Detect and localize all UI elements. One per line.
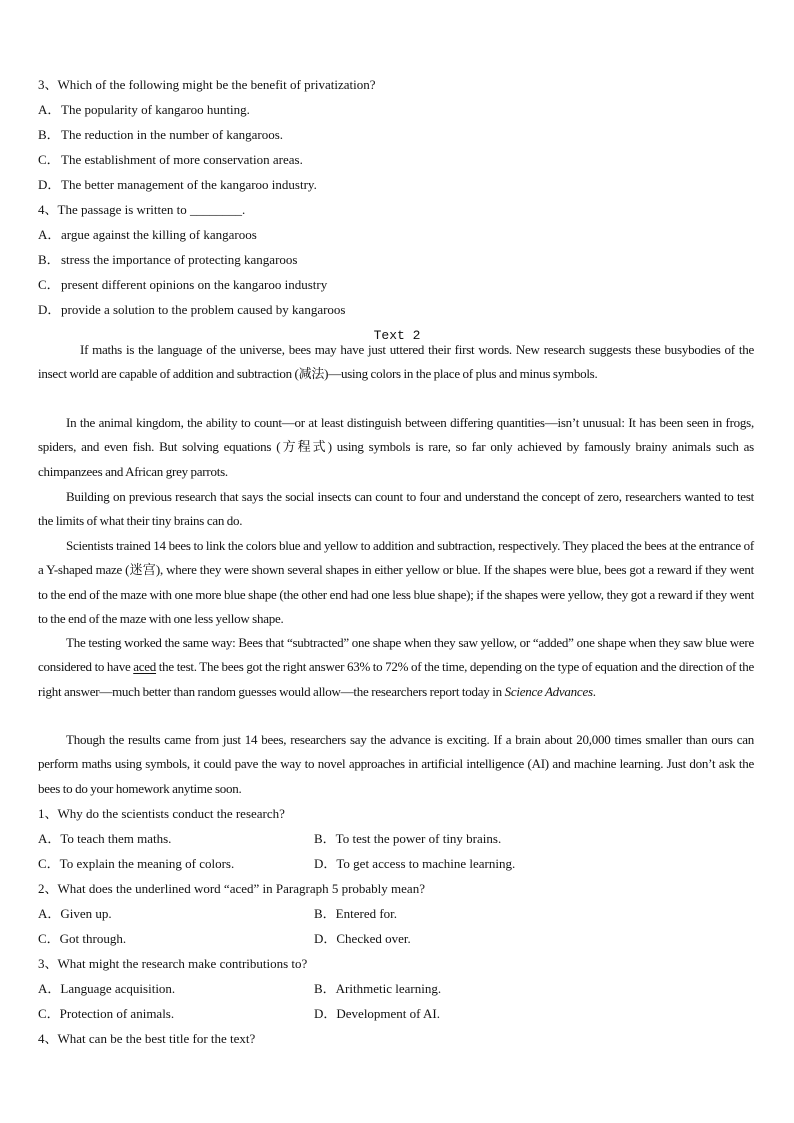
passage-paragraph-6: Though the results came from just 14 bees, researchers say the advance is exciting. If a brain about 20,000 times smaller than ours can perform maths using symbols, it could pave the way to novel approaches in artificial intelligence (AI) and machine learning. Just don’t ask the bees to do your homework anytime soon. [38, 732, 754, 796]
question-3-option-a [38, 102, 250, 118]
passage-paragraph-3: Building on previous research that says the social insects can count to four and understand the concept of zero, researchers wanted to test the limits of what their tiny brains can do. [38, 489, 754, 529]
option-c: C．Protection of animals. [38, 1006, 175, 1021]
option-text: The reduction in the number of kangaroos. [61, 127, 284, 142]
option-text: present different opinions on the kangaroo industry [61, 277, 328, 292]
option-b: B．To test the power of tiny brains. [314, 831, 502, 846]
option-text: stress the importance of protecting kangaroos [61, 252, 298, 267]
question-4-option-b [38, 252, 297, 268]
option-c: C．Got through. [38, 931, 127, 946]
text2-question-1-row-2 [38, 856, 516, 872]
paragraph-text: the test. The bees got the right answer 63% to 72% of the time, depending on the type of equation and the direction of the right answer—much better than random guesses would allow—the researchers report today in [38, 659, 754, 699]
option-letter: B． [38, 252, 60, 267]
question-4-option-d [38, 302, 346, 318]
option-text: The establishment of more conservation areas. [61, 152, 303, 167]
option-d: D．Development of AI. [314, 1006, 441, 1021]
text2-question-2-row-2 [38, 931, 411, 947]
option-a: A．Given up. [38, 906, 112, 921]
option-letter: C． [38, 152, 60, 167]
passage-paragraph-2: In the animal kingdom, the ability to count—or at least distinguish between differing quantities—isn’t unusual: It has been seen in frogs, spiders, and even fish. But solving equations (方程式) using symbols is rare, so far only achieved by famously brainy animals such as chimpanzees and African grey parrots. [38, 415, 754, 479]
question-3-option-b [38, 127, 283, 143]
option-d: D．To get access to machine learning. [314, 856, 516, 871]
text2-question-3-row-2 [38, 1006, 441, 1022]
passage-paragraph-4: Scientists trained 14 bees to link the colors blue and yellow to addition and subtraction, respectively. They placed the bees at the entrance of a Y-shaped maze (迷宫), where they were shown several shapes in either yellow or blue. If the shapes were blue, bees got a reward if they went to the end of the maze with one more blue shape (the other end had one less blue shape); if the shapes were yellow, they got a reward if they went to the end of the maze with one less yellow shape. [38, 538, 754, 627]
option-letter: D． [38, 302, 61, 317]
passage-paragraph-5 [38, 631, 754, 704]
paragraph-text: . [592, 683, 596, 699]
paragraph-text: The testing worked the same way: Bees that “subtracted” one shape when they saw yellow, or “added” one shape when they saw blue were considered to have [38, 635, 754, 675]
option-letter: C． [38, 277, 60, 292]
option-text: argue against the killing of kangaroos [61, 227, 257, 242]
question-4-option-c [38, 277, 327, 293]
option-text: The better management of the kangaroo industry. [61, 177, 317, 192]
option-c: C．To explain the meaning of colors. [38, 856, 235, 871]
option-text: provide a solution to the problem caused by kangaroos [61, 302, 346, 317]
text2-question-2-row-1 [38, 906, 398, 922]
option-a: A．Language acquisition. [38, 981, 176, 996]
section-heading: Text 2 [373, 328, 421, 343]
question-3-option-c [38, 152, 303, 168]
text2-question-1-row-1 [38, 831, 502, 847]
passage-paragraph-1: If maths is the language of the universe, bees may have just uttered their first words. New research suggests these busybodies of the insect world are capable of addition and subtraction (减法)—using colors in the place of plus and minus symbols. [38, 342, 754, 382]
journal-name: Science Advances [504, 683, 593, 699]
option-b: B．Arithmetic learning. [314, 981, 442, 996]
option-a: A．To teach them maths. [38, 831, 172, 846]
text2-question-3-stem: 3、What might the research make contributions to? [38, 956, 308, 971]
option-letter: D． [38, 177, 61, 192]
question-3-stem: 3、Which of the following might be the benefit of privatization? [38, 77, 376, 92]
option-letter: A． [38, 227, 61, 242]
text2-question-2-stem: 2、What does the underlined word “aced” in Paragraph 5 probably mean? [38, 881, 425, 896]
question-4-option-a [38, 227, 257, 243]
question-4-stem: 4、The passage is written to ________. [38, 202, 246, 217]
underlined-word: aced [133, 659, 157, 675]
option-b: B．Entered for. [314, 906, 398, 921]
option-d: D．Checked over. [314, 931, 411, 946]
text2-question-4-stem: 4、What can be the best title for the text? [38, 1031, 256, 1046]
question-3-option-d [38, 177, 317, 193]
text2-question-3-row-1 [38, 981, 442, 997]
text2-question-1-stem: 1、Why do the scientists conduct the research? [38, 806, 285, 821]
option-letter: B． [38, 127, 60, 142]
option-letter: A． [38, 102, 61, 117]
option-text: The popularity of kangaroo hunting. [61, 102, 250, 117]
